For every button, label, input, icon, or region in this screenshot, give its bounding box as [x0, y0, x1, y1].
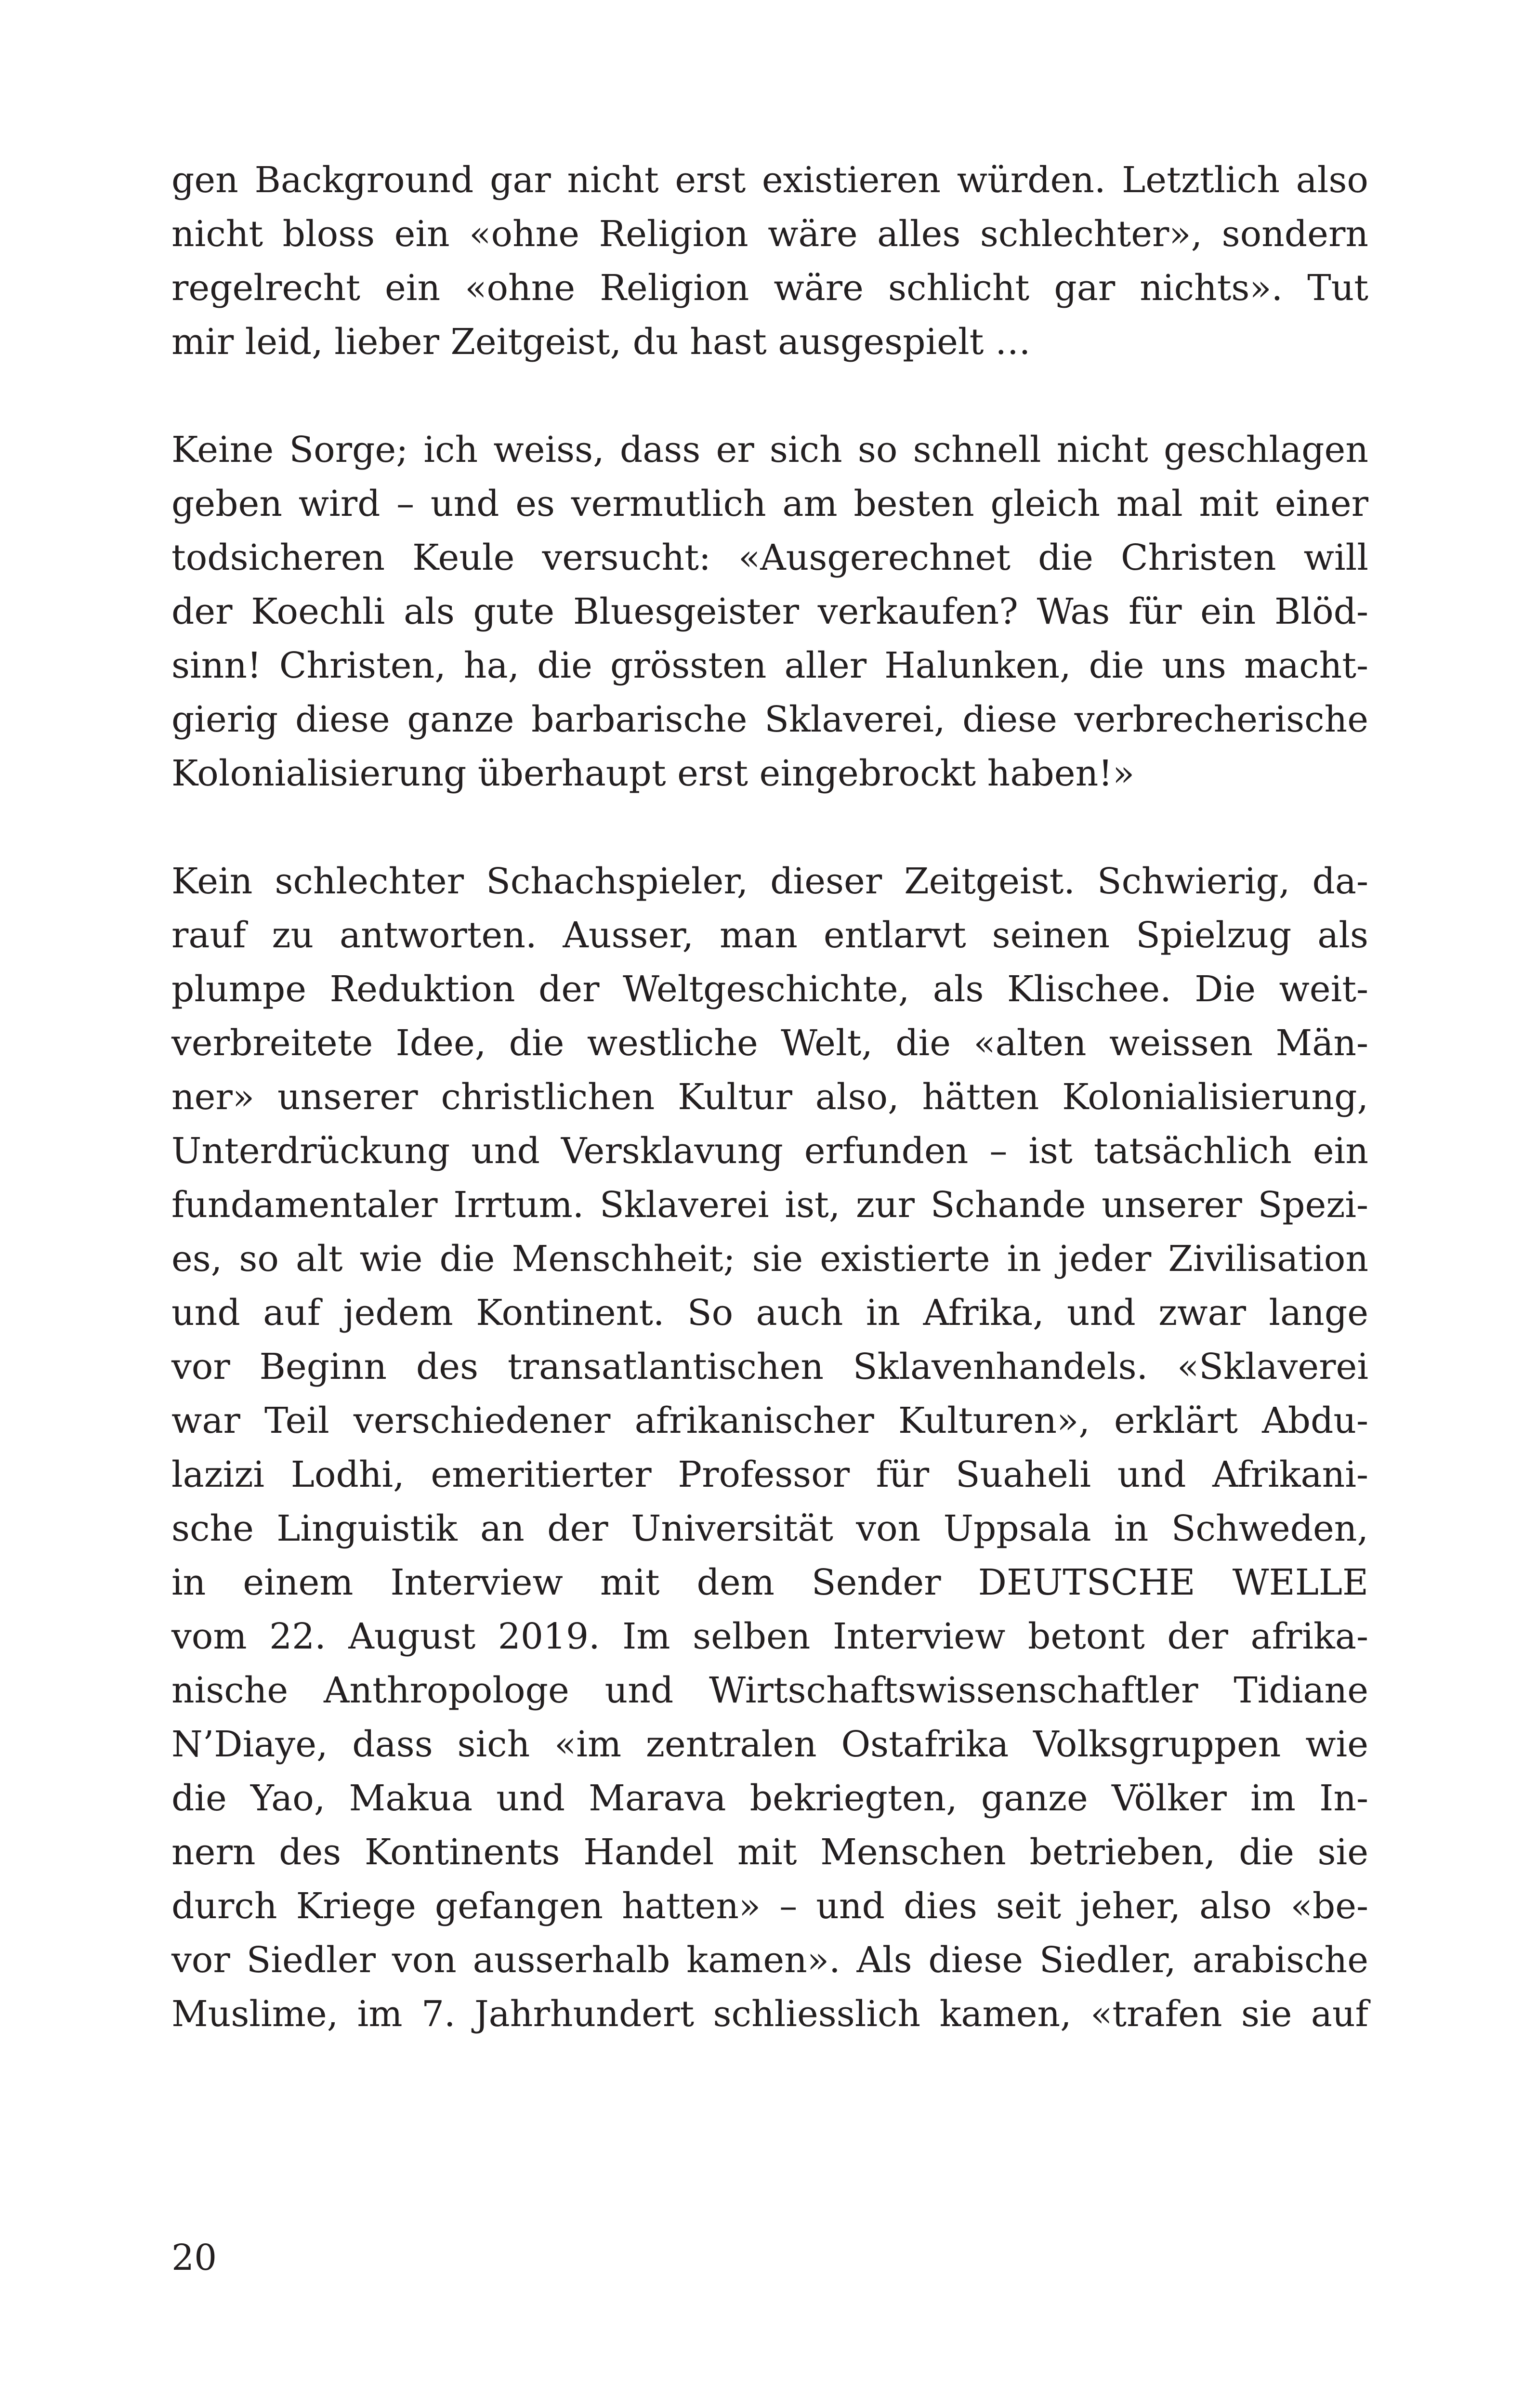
text-line: sche Linguistik an der Universität von Uppsala in Schweden,	[171, 1508, 1368, 1549]
text-line: sinn! Christen, ha, die grössten aller Halunken, die uns macht-	[171, 645, 1368, 686]
text-line: lazizi Lodhi, emeritierter Professor für Suaheli und Afrikani-	[171, 1454, 1368, 1495]
paragraph-3	[171, 854, 1368, 2041]
text-line: durch Kriege gefangen hatten» – und dies seit jeher, also «be-	[171, 1885, 1368, 1927]
text-line: ner» unserer christlichen Kultur also, hätten Kolonialisierung,	[171, 1076, 1368, 1118]
text-line: fundamentaler Irrtum. Sklaverei ist, zur Schande unserer Spezi-	[171, 1184, 1368, 1226]
text-line: Muslime, im 7. Jahrhundert schliesslich kamen, «trafen sie auf	[171, 1993, 1368, 2035]
text-line: Kolonialisierung überhaupt erst eingebrockt haben!»	[171, 753, 1135, 794]
text-line: nicht bloss ein «ohne Religion wäre alles schlechter», sondern	[171, 213, 1368, 255]
text-line: todsicheren Keule versucht: «Ausgerechnet die Christen will	[171, 537, 1368, 578]
paragraph-1	[171, 153, 1368, 369]
text-line: Kein schlechter Schachspieler, dieser Zeitgeist. Schwierig, da-	[171, 861, 1368, 902]
text-line: nische Anthropologe und Wirtschaftswissenschaftler Tidiane	[171, 1670, 1368, 1711]
page-body	[171, 153, 1368, 2041]
text-line: vor Siedler von ausserhalb kamen». Als diese Siedler, arabische	[171, 1939, 1368, 1981]
text-line: war Teil verschiedener afrikanischer Kulturen», erklärt Abdu-	[171, 1400, 1368, 1441]
paragraph-spacer	[171, 800, 1368, 854]
text-line: plumpe Reduktion der Weltgeschichte, als Klischee. Die weit-	[171, 968, 1368, 1010]
text-line: die Yao, Makua und Marava bekriegten, ganze Völker im In-	[171, 1778, 1368, 1819]
page-number: 20	[171, 2237, 217, 2278]
paragraph-spacer	[171, 369, 1368, 423]
text-line: N’Diaye, dass sich «im zentralen Ostafrika Volksgruppen wie	[171, 1724, 1368, 1765]
text-line: mir leid, lieber Zeitgeist, du hast ausgespielt …	[171, 321, 1031, 363]
text-line: nern des Kontinents Handel mit Menschen betrieben, die sie	[171, 1832, 1368, 1873]
text-line: vor Beginn des transatlantischen Sklavenhandels. «Sklaverei	[171, 1346, 1368, 1387]
text-line: vom 22. August 2019. Im selben Interview betont der afrika-	[171, 1616, 1368, 1657]
text-line: Unterdrückung und Versklavung erfunden – ist tatsächlich ein	[171, 1130, 1368, 1172]
paragraph-2	[171, 423, 1368, 800]
text-line: regelrecht ein «ohne Religion wäre schlicht gar nichts». Tut	[171, 267, 1368, 309]
text-line: gierig diese ganze barbarische Sklaverei, diese verbrecherische	[171, 699, 1368, 740]
text-line: Keine Sorge; ich weiss, dass er sich so schnell nicht geschlagen	[171, 429, 1368, 471]
text-line: verbreitete Idee, die westliche Welt, die «alten weissen Män-	[171, 1022, 1368, 1064]
text-line: der Koechli als gute Bluesgeister verkaufen? Was für ein Blöd-	[171, 591, 1368, 632]
text-line: es, so alt wie die Menschheit; sie existierte in jeder Zivilisation	[171, 1238, 1368, 1280]
text-line: rauf zu antworten. Ausser, man entlarvt seinen Spielzug als	[171, 915, 1368, 956]
text-line: gen Background gar nicht erst existieren würden. Letztlich also	[171, 159, 1368, 201]
text-line: geben wird – und es vermutlich am besten gleich mal mit einer	[171, 483, 1368, 524]
text-line: und auf jedem Kontinent. So auch in Afrika, und zwar lange	[171, 1292, 1368, 1334]
text-line: in einem Interview mit dem Sender DEUTSCHE WELLE	[171, 1562, 1368, 1603]
